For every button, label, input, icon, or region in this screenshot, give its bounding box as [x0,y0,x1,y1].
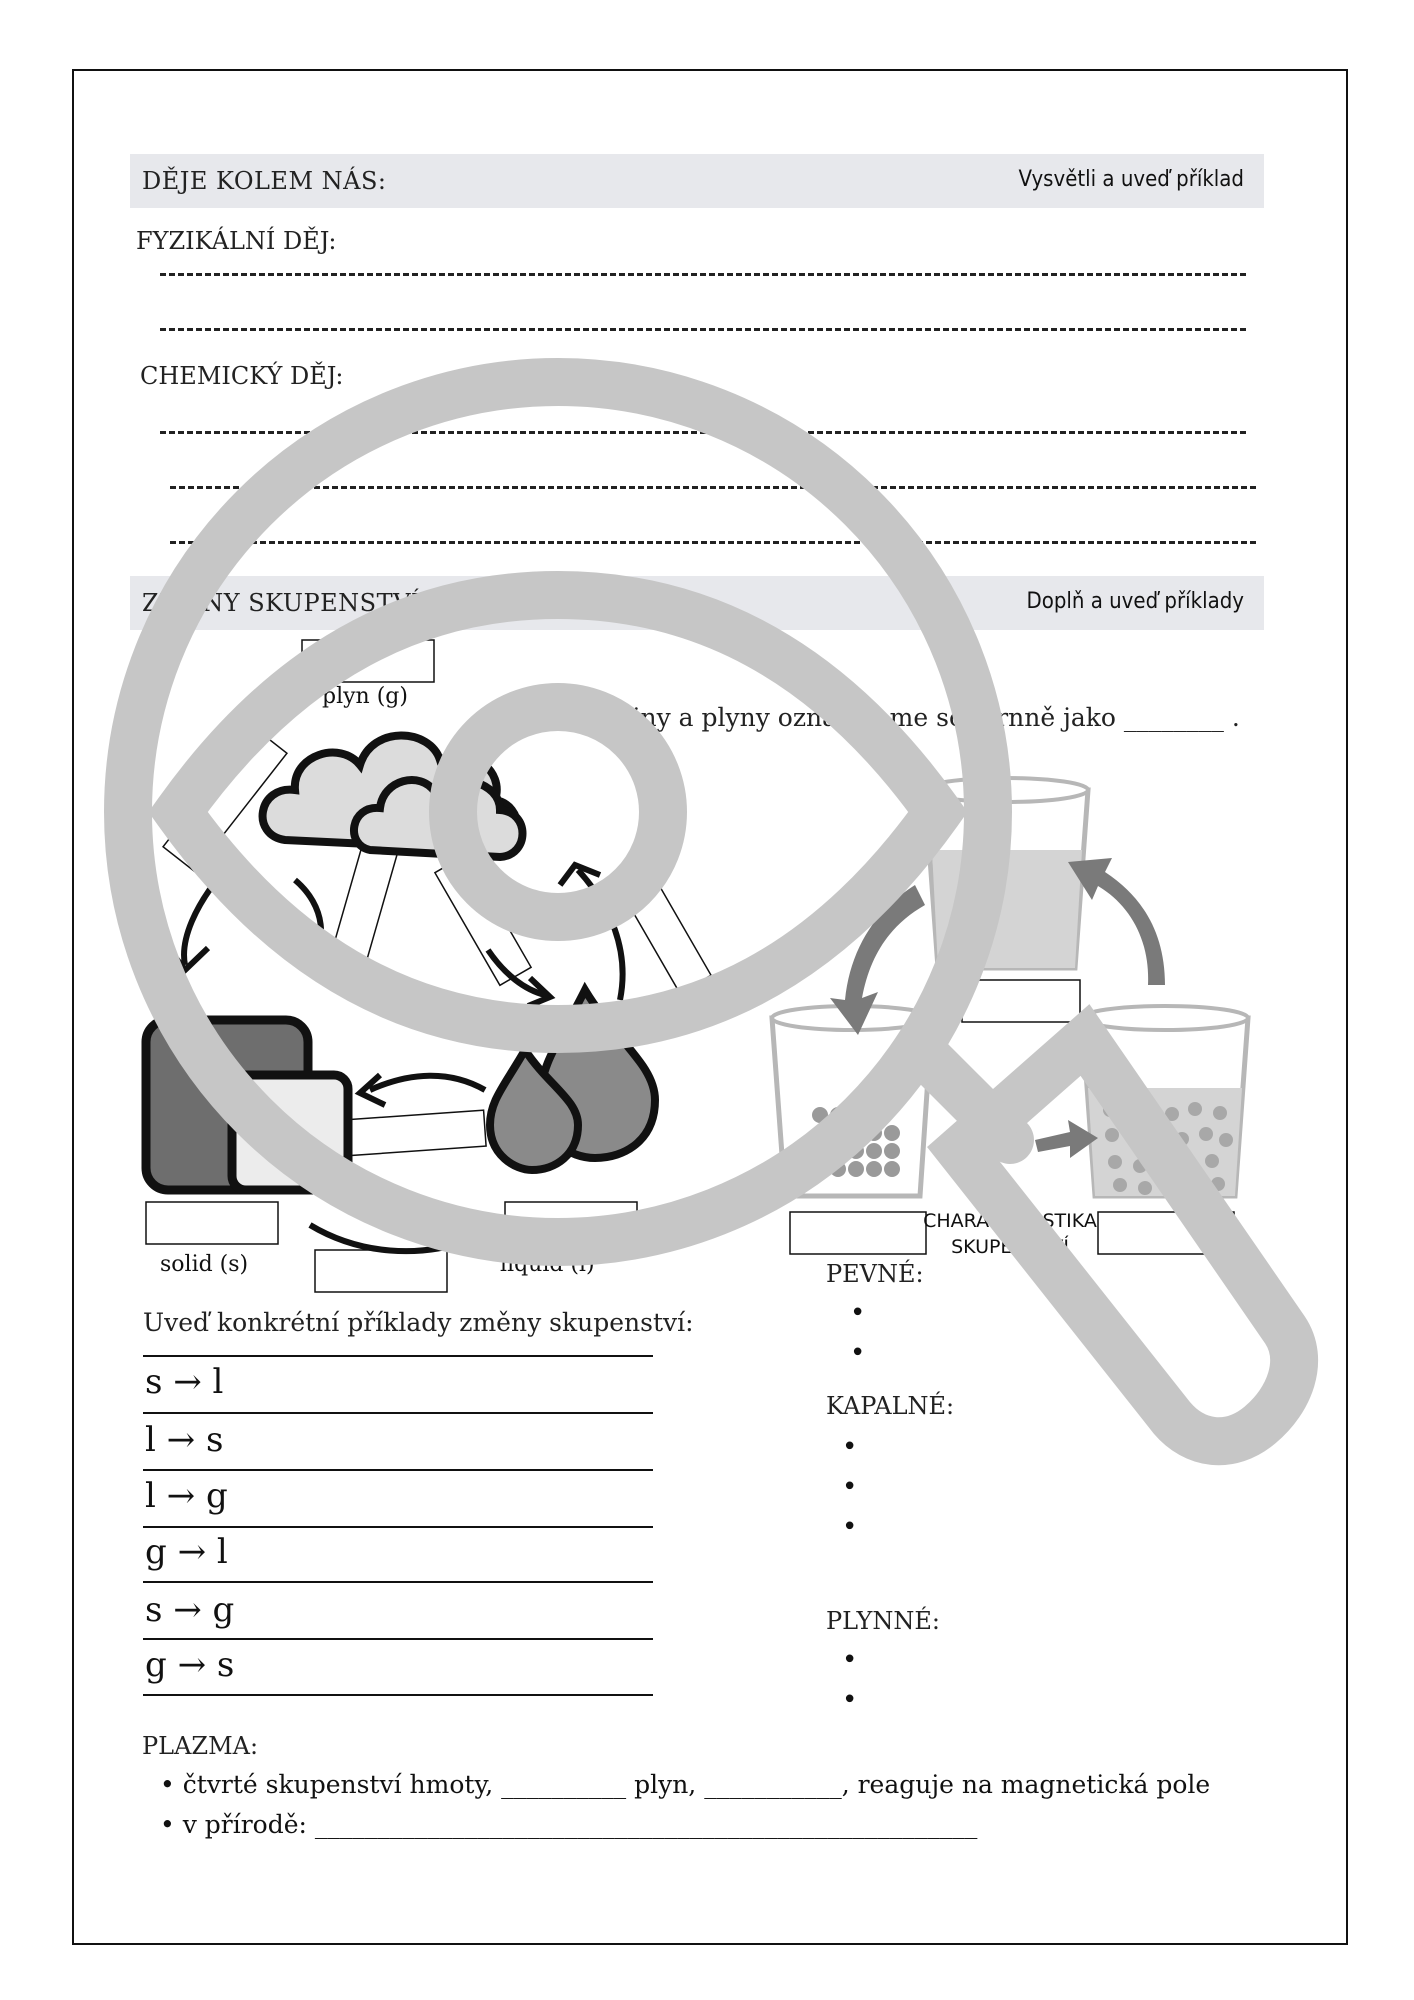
bullet: • [842,1472,858,1502]
bullet: • [842,1685,858,1715]
section-title: ZMĚNY SKUPENSTVÍ: [142,589,430,617]
example-row: l → s [145,1420,224,1460]
fluids-sentence: Kapaliny a plyny označujeme souhrnně jako ________ . [560,703,1240,732]
states-caption-line: CHARAKTERISTIKA [923,1210,1097,1232]
bullet: • [842,1645,858,1675]
section-title: DĚJE KOLEM NÁS: [142,167,387,195]
answer-line [143,1355,653,1357]
solid-state-label: PEVNÉ: [826,1260,924,1288]
states-caption-line: SKUPENSTVÍ [951,1236,1069,1258]
liquid-label: liquid (l) [500,1252,595,1277]
bullet: • [842,1512,858,1542]
plasma-heading: PLAZMA: [142,1732,259,1760]
bullet: • [842,1432,858,1462]
plasma-line: v přírodě: _____________________________________________________ [182,1810,978,1839]
answer-box [435,855,531,986]
answer-box [328,841,398,976]
example-row: s → g [145,1590,235,1630]
liquid-state-label: KAPALNÉ: [826,1392,955,1420]
glass-icon [772,1006,932,1196]
drop-icon [490,990,655,1170]
glass-icon [1082,1006,1248,1196]
bullet: • [160,1810,183,1839]
plasma-item [160,1770,1210,1799]
chemical-process-label: CHEMICKÝ DĚJ: [140,362,344,390]
answer-box [505,1202,637,1244]
physical-process-label: FYZIKÁLNÍ DĚJ: [136,227,337,255]
example-row: l → g [145,1476,228,1516]
answer-box [1098,1212,1234,1254]
answer-box [790,1212,926,1254]
answer-box [962,980,1080,1022]
answer-box [302,640,434,682]
gas-state-label: PLYNNÉ: [826,1607,940,1635]
gas-label: plyn (g) [322,684,408,709]
bullet: • [850,1338,866,1368]
states-caption [920,1208,1100,1260]
answer-box [615,863,711,994]
cloud-icon [263,735,523,857]
plasma-line: čtvrté skupenství hmoty, __________ plyn, ___________, reaguje na magnetická pole [182,1770,1211,1799]
answer-line [143,1526,653,1528]
answer-line [143,1581,653,1583]
glass-icon [924,778,1088,968]
answer-line [143,1694,653,1696]
bullet: • [850,1298,866,1328]
answer-line [143,1638,653,1640]
plasma-item [160,1810,977,1839]
section-instruction: Doplň a uveď příklady [1026,589,1244,614]
example-row: s → l [145,1362,224,1402]
section-instruction: Vysvětli a uveď příklad [1018,167,1244,192]
answer-box [315,1250,447,1292]
example-row: g → l [145,1532,228,1572]
ice-cube-icon [146,1020,348,1190]
examples-heading: Uveď konkrétní příklady změny skupenství: [143,1308,694,1337]
answer-box [146,1202,278,1244]
answer-line [143,1469,653,1471]
answer-line [143,1412,653,1414]
answer-box [344,1110,486,1156]
bullet: • [160,1770,183,1799]
solid-label: solid (s) [160,1252,249,1277]
example-row: g → s [145,1645,235,1685]
